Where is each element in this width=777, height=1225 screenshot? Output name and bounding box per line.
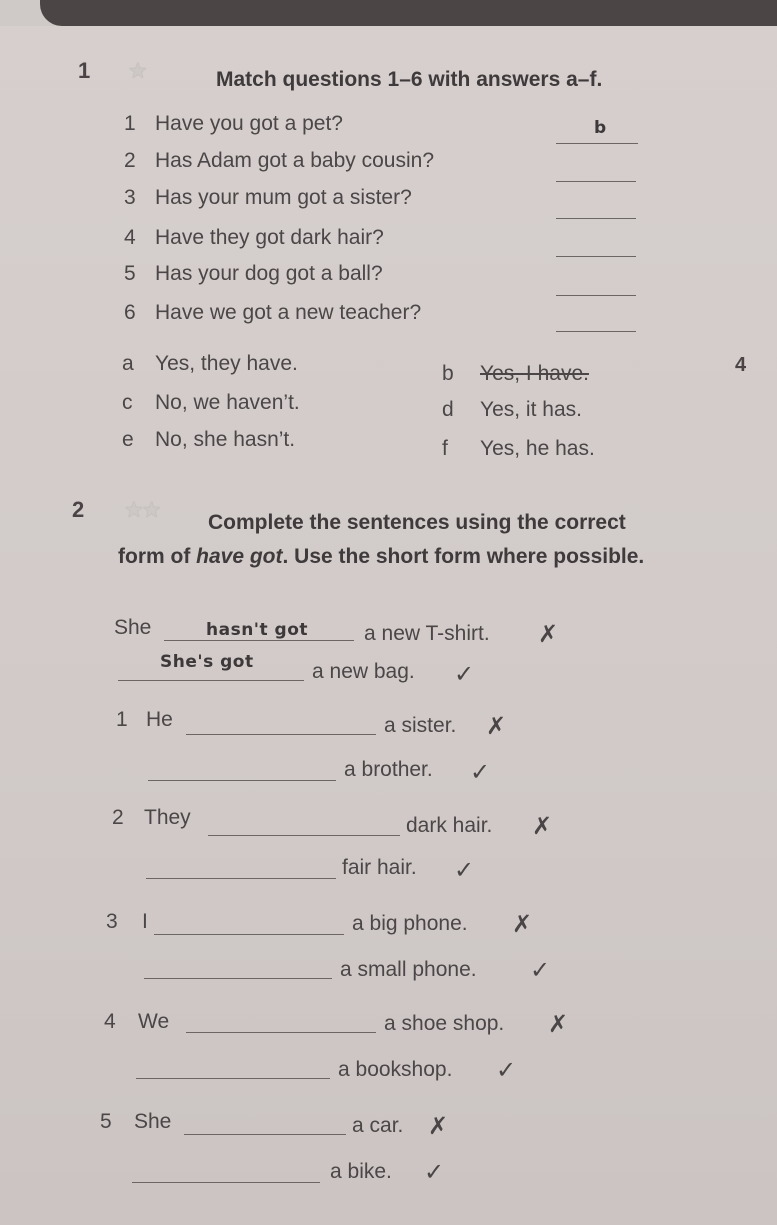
instruction-emphasis: have got <box>196 545 283 568</box>
item-subject: They <box>144 806 191 829</box>
cross-mark-icon: ✗ <box>532 813 553 840</box>
exercise-1-instruction: Match questions 1–6 with answers a–f. <box>216 68 603 91</box>
item-number: 3 <box>106 910 118 933</box>
answer-option-text: Yes, they have. <box>155 352 298 375</box>
question-number: 5 <box>124 262 136 285</box>
question-text: Has your mum got a sister? <box>155 186 412 209</box>
item-number: 1 <box>116 708 128 731</box>
exercise-1-number: 1 <box>78 58 91 83</box>
example-subject: She <box>114 616 152 639</box>
question-text: Has your dog got a ball? <box>155 262 383 285</box>
item-pos-rest: a brother. <box>344 758 433 781</box>
item-neg-rest: dark hair. <box>406 814 493 837</box>
question-text: Have they got dark hair? <box>155 226 384 249</box>
pos-answer-blank[interactable] <box>136 1078 330 1079</box>
tick-mark-icon: ✓ <box>454 661 475 688</box>
item-number: 2 <box>112 806 124 829</box>
answer-blank[interactable] <box>556 256 636 257</box>
example-neg-blank <box>164 640 354 641</box>
answer-blank[interactable] <box>556 181 636 182</box>
answer-option-text-crossed: Yes, I have. <box>480 362 589 385</box>
answer-handwritten: b <box>594 118 607 138</box>
neg-answer-blank[interactable] <box>154 934 344 935</box>
item-neg-rest: a car. <box>352 1114 404 1137</box>
question-number: 1 <box>124 112 136 135</box>
tick-mark-icon: ✓ <box>454 857 475 884</box>
cross-mark-icon: ✗ <box>538 621 559 648</box>
answer-letter: c <box>122 391 133 414</box>
answer-option-text: Yes, he has. <box>480 437 595 460</box>
tick-mark-icon: ✓ <box>470 759 491 786</box>
example-pos-answer: She's got <box>160 652 254 672</box>
item-pos-rest: a bike. <box>330 1160 392 1183</box>
tick-mark-icon: ✓ <box>530 957 551 984</box>
answer-blank[interactable] <box>556 295 636 296</box>
instruction-text: . Use the short form where possible. <box>282 545 645 568</box>
pos-answer-blank[interactable] <box>146 878 336 879</box>
pos-answer-blank[interactable] <box>148 780 336 781</box>
item-subject: She <box>134 1110 172 1133</box>
example-neg-rest: a new T-shirt. <box>364 622 490 645</box>
neg-answer-blank[interactable] <box>208 835 400 836</box>
question-text: Has Adam got a baby cousin? <box>155 149 435 172</box>
instruction-text: Complete the sentences using the correct form of <box>118 511 626 568</box>
exercise-2-instruction <box>118 506 658 574</box>
exercise-1-stars: ★ <box>128 58 146 83</box>
answer-option-text: No, we haven’t. <box>155 391 300 414</box>
item-neg-rest: a sister. <box>384 714 457 737</box>
item-neg-rest: a shoe shop. <box>384 1012 505 1035</box>
cross-mark-icon: ✗ <box>486 713 507 740</box>
question-number: 3 <box>124 186 136 209</box>
example-neg-answer: hasn't got <box>206 620 309 640</box>
question-number: 2 <box>124 149 136 172</box>
tick-mark-icon: ✓ <box>496 1057 517 1084</box>
item-number: 4 <box>104 1010 116 1033</box>
question-text: Have we got a new teacher? <box>155 301 422 324</box>
answer-letter: a <box>122 352 134 375</box>
question-number: 6 <box>124 301 136 324</box>
answer-letter: f <box>442 437 448 460</box>
tick-mark-icon: ✓ <box>424 1159 445 1186</box>
pos-answer-blank[interactable] <box>132 1182 320 1183</box>
exercise-2-stars: ★★ <box>124 497 160 522</box>
answer-letter: b <box>442 362 454 385</box>
item-number: 5 <box>100 1110 112 1133</box>
neg-answer-blank[interactable] <box>184 1134 346 1135</box>
item-subject: I <box>142 910 148 933</box>
item-pos-rest: fair hair. <box>342 856 417 879</box>
dark-page-edge <box>40 0 777 26</box>
neg-answer-blank[interactable] <box>186 734 376 735</box>
cross-mark-icon: ✗ <box>512 911 533 938</box>
answer-blank[interactable] <box>556 218 636 219</box>
item-subject: We <box>138 1010 170 1033</box>
item-pos-rest: a bookshop. <box>338 1058 453 1081</box>
answer-option-text: Yes, it has. <box>480 398 582 421</box>
item-subject: He <box>146 708 173 731</box>
item-neg-rest: a big phone. <box>352 912 468 935</box>
pos-answer-blank[interactable] <box>144 978 332 979</box>
cross-mark-icon: ✗ <box>428 1113 449 1140</box>
answer-letter: e <box>122 428 134 451</box>
question-number: 4 <box>124 226 136 249</box>
answer-letter: d <box>442 398 454 421</box>
question-text: Have you got a pet? <box>155 112 343 135</box>
item-pos-rest: a small phone. <box>340 958 477 981</box>
neg-answer-blank[interactable] <box>186 1032 376 1033</box>
answer-blank[interactable] <box>556 331 636 332</box>
example-pos-rest: a new bag. <box>312 660 415 683</box>
example-pos-blank <box>118 680 304 681</box>
answer-blank[interactable] <box>556 143 638 144</box>
cross-mark-icon: ✗ <box>548 1011 569 1038</box>
answer-option-text: No, she hasn’t. <box>155 428 296 451</box>
side-score-number: 4 <box>735 354 747 376</box>
exercise-2-number: 2 <box>72 497 85 522</box>
